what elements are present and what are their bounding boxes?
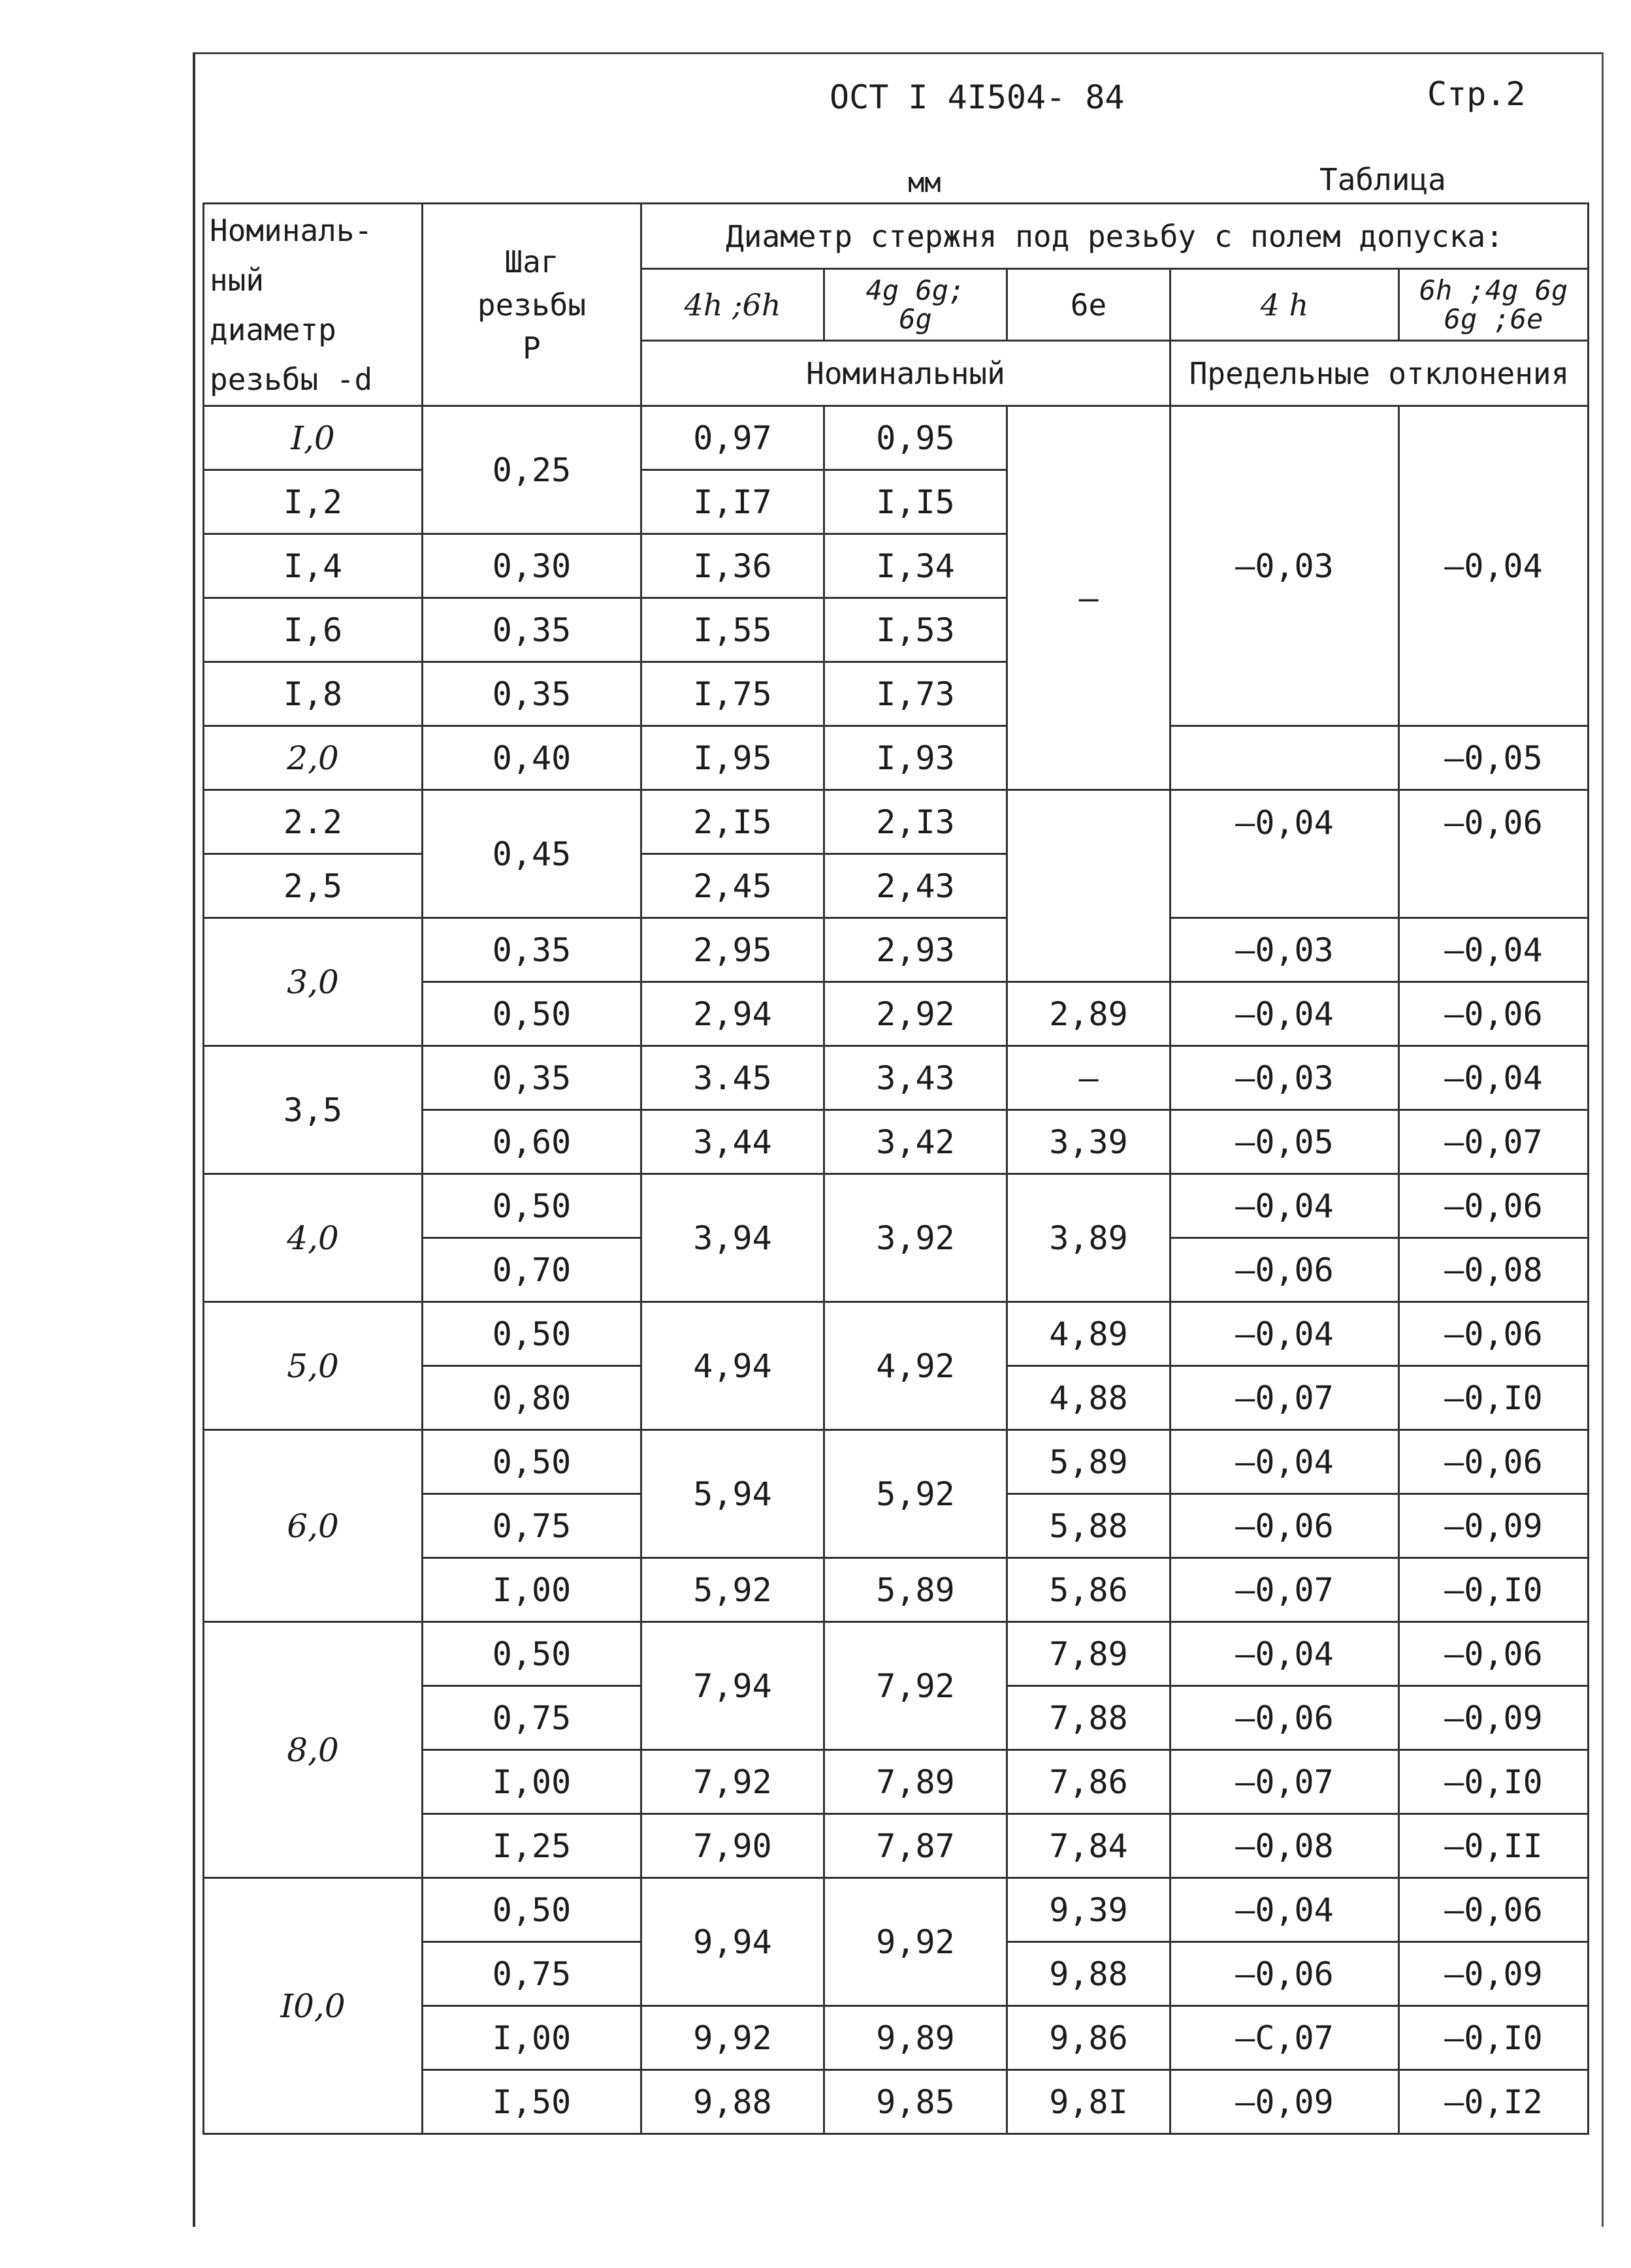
value-cell: I,75 bbox=[641, 662, 824, 726]
value-cell: 7,92 bbox=[824, 1622, 1007, 1750]
document-code: ОСТ I 4I504- 84 bbox=[830, 78, 1125, 116]
col-header-tol-6h-group: 6h ;4g 6g 6g ;6e bbox=[1399, 269, 1589, 341]
value-cell: 7,86 bbox=[1007, 1750, 1171, 1814]
value-cell: 5,86 bbox=[1007, 1558, 1171, 1622]
pitch-cell: I,00 bbox=[423, 2006, 641, 2070]
deviation-cell: –0,06 bbox=[1399, 1878, 1589, 1942]
value-cell: 4,88 bbox=[1007, 1366, 1171, 1430]
diameter-cell: 8,0 bbox=[204, 1622, 423, 1878]
deviation-cell: –0,03 bbox=[1171, 1046, 1399, 1110]
pitch-cell: 0,45 bbox=[423, 790, 641, 918]
value-cell: 9,89 bbox=[824, 2006, 1007, 2070]
deviation-cell: –0,05 bbox=[1399, 726, 1589, 790]
value-cell: I,36 bbox=[641, 534, 824, 598]
col-header-tol-6e: 6e bbox=[1007, 269, 1171, 341]
pitch-cell: 0,50 bbox=[423, 1878, 641, 1942]
value-cell: 3,94 bbox=[641, 1174, 824, 1302]
value-cell: I,I7 bbox=[641, 470, 824, 534]
deviation-cell: –0,06 bbox=[1399, 982, 1589, 1046]
pitch-cell: I,00 bbox=[423, 1750, 641, 1814]
value-cell: 2,94 bbox=[641, 982, 824, 1046]
table-label: Таблица bbox=[1319, 162, 1446, 197]
deviation-cell: –0,I0 bbox=[1399, 1750, 1589, 1814]
value-cell: 5,89 bbox=[1007, 1430, 1171, 1494]
pitch-cell: 0,75 bbox=[423, 1942, 641, 2006]
diameter-cell: 2.2 bbox=[204, 790, 423, 854]
value-cell: 7,94 bbox=[641, 1622, 824, 1750]
diameter-cell: I,2 bbox=[204, 470, 423, 534]
pitch-cell: 0,50 bbox=[423, 1302, 641, 1366]
pitch-cell: 0,25 bbox=[423, 406, 641, 534]
value-cell: 7,90 bbox=[641, 1814, 824, 1878]
value-cell: I,55 bbox=[641, 598, 824, 662]
deviation-cell: –0,03 bbox=[1171, 918, 1399, 982]
value-cell: 5,89 bbox=[824, 1558, 1007, 1622]
deviation-cell: –0,03 bbox=[1171, 406, 1399, 726]
pitch-cell: 0,50 bbox=[423, 1622, 641, 1686]
deviation-cell: –0,04 bbox=[1171, 1878, 1399, 1942]
value-cell: 3,44 bbox=[641, 1110, 824, 1174]
value-cell: 3,43 bbox=[824, 1046, 1007, 1110]
diameter-cell: 3,5 bbox=[204, 1046, 423, 1174]
value-cell: 7,92 bbox=[641, 1750, 824, 1814]
value-cell: 5,92 bbox=[824, 1430, 1007, 1558]
col-header-pitch: Шаг резьбы P bbox=[423, 204, 641, 406]
pitch-cell: 0,30 bbox=[423, 534, 641, 598]
deviation-cell: –0,06 bbox=[1171, 1942, 1399, 2006]
col-header-nominal: Номинальный bbox=[641, 341, 1171, 406]
diameter-cell: I,4 bbox=[204, 534, 423, 598]
value-cell: 9,88 bbox=[1007, 1942, 1171, 2006]
deviation-cell: –0,I0 bbox=[1399, 1558, 1589, 1622]
deviation-cell: –0,08 bbox=[1399, 1238, 1589, 1302]
value-cell: 9,39 bbox=[1007, 1878, 1171, 1942]
value-cell: 7,89 bbox=[824, 1750, 1007, 1814]
value-cell: 3.45 bbox=[641, 1046, 824, 1110]
value-cell: I,95 bbox=[641, 726, 824, 790]
col-header-limit-deviations: Предельные отклонения bbox=[1171, 341, 1589, 406]
value-cell: 3,42 bbox=[824, 1110, 1007, 1174]
pitch-cell: 0,70 bbox=[423, 1238, 641, 1302]
pitch-cell: I,00 bbox=[423, 1558, 641, 1622]
value-cell: 5,88 bbox=[1007, 1494, 1171, 1558]
value-cell: 2,I3 bbox=[824, 790, 1007, 854]
value-cell: 2,92 bbox=[824, 982, 1007, 1046]
value-cell: 0,97 bbox=[641, 406, 824, 470]
pitch-cell: 0,50 bbox=[423, 1430, 641, 1494]
diameter-cell: 2,0 bbox=[204, 726, 423, 790]
value-cell: – bbox=[1007, 1046, 1171, 1110]
pitch-cell: 0,60 bbox=[423, 1110, 641, 1174]
pitch-cell: 0,35 bbox=[423, 598, 641, 662]
deviation-cell: –0,09 bbox=[1171, 2070, 1399, 2134]
pitch-cell: I,50 bbox=[423, 2070, 641, 2134]
col-header-tol-4h: 4 h bbox=[1171, 269, 1399, 341]
deviation-cell: –C,07 bbox=[1171, 2006, 1399, 2070]
deviation-cell: –0,07 bbox=[1399, 1110, 1589, 1174]
value-cell: 9,86 bbox=[1007, 2006, 1171, 2070]
deviation-cell: –0,09 bbox=[1399, 1494, 1589, 1558]
deviation-cell: –0,06 bbox=[1171, 1238, 1399, 1302]
deviation-cell: –0,04 bbox=[1171, 1622, 1399, 1686]
deviation-cell: –0,07 bbox=[1171, 1750, 1399, 1814]
deviation-cell: –0,06 bbox=[1399, 1430, 1589, 1494]
value-cell: 9,85 bbox=[824, 2070, 1007, 2134]
value-cell-dash: – bbox=[1007, 406, 1171, 790]
value-cell: 9,8I bbox=[1007, 2070, 1171, 2134]
pitch-cell: 0,75 bbox=[423, 1686, 641, 1750]
deviation-cell: –0,06 bbox=[1399, 790, 1589, 918]
value-cell: 9,92 bbox=[641, 2006, 824, 2070]
deviation-cell: –0,06 bbox=[1399, 1622, 1589, 1686]
deviation-cell: –0,04 bbox=[1399, 406, 1589, 726]
diameter-cell: I0,0 bbox=[204, 1878, 423, 2134]
pitch-cell: 0,35 bbox=[423, 1046, 641, 1110]
value-cell: I,93 bbox=[824, 726, 1007, 790]
pitch-cell: 0,75 bbox=[423, 1494, 641, 1558]
value-cell: 5,94 bbox=[641, 1430, 824, 1558]
deviation-cell: –0,05 bbox=[1171, 1110, 1399, 1174]
diameter-cell: 5,0 bbox=[204, 1302, 423, 1430]
pitch-cell: 0,50 bbox=[423, 982, 641, 1046]
deviation-cell: –0,04 bbox=[1399, 918, 1589, 982]
value-cell: I,53 bbox=[824, 598, 1007, 662]
page-number: Стр.2 bbox=[1427, 75, 1526, 113]
value-cell-blank bbox=[1007, 790, 1171, 982]
value-cell: 7,84 bbox=[1007, 1814, 1171, 1878]
pitch-cell: 0,35 bbox=[423, 662, 641, 726]
value-cell: 2,95 bbox=[641, 918, 824, 982]
value-cell: 3,39 bbox=[1007, 1110, 1171, 1174]
col-header-nominal-diameter: Номиналь- ный диаметр резьбы -d bbox=[204, 204, 423, 406]
diameter-cell: 2,5 bbox=[204, 854, 423, 918]
thread-rod-diameter-table bbox=[202, 202, 1589, 2135]
deviation-cell: –0,07 bbox=[1171, 1366, 1399, 1430]
pitch-cell: 0,35 bbox=[423, 918, 641, 982]
deviation-cell: –0,I2 bbox=[1399, 2070, 1589, 2134]
deviation-cell: –0,07 bbox=[1171, 1558, 1399, 1622]
deviation-cell: –0,08 bbox=[1171, 1814, 1399, 1878]
deviation-cell: –0,06 bbox=[1399, 1302, 1589, 1366]
diameter-cell: I,0 bbox=[204, 406, 423, 470]
diameter-cell: I,8 bbox=[204, 662, 423, 726]
value-cell: 2,93 bbox=[824, 918, 1007, 982]
deviation-cell: –0,04 bbox=[1171, 982, 1399, 1046]
value-cell: I,I5 bbox=[824, 470, 1007, 534]
diameter-cell: 6,0 bbox=[204, 1430, 423, 1622]
value-cell: 4,92 bbox=[824, 1302, 1007, 1430]
deviation-cell: –0,09 bbox=[1399, 1686, 1589, 1750]
value-cell: I,34 bbox=[824, 534, 1007, 598]
deviation-cell: –0,II bbox=[1399, 1814, 1589, 1878]
pitch-cell: 0,80 bbox=[423, 1366, 641, 1430]
deviation-cell: –0,04 bbox=[1399, 1046, 1589, 1110]
value-cell: 9,94 bbox=[641, 1878, 824, 2006]
value-cell: 7,87 bbox=[824, 1814, 1007, 1878]
value-cell: 4,94 bbox=[641, 1302, 824, 1430]
diameter-cell: 3,0 bbox=[204, 918, 423, 1046]
col-header-tol-4g-6g: 4g 6g; 6g bbox=[824, 269, 1007, 341]
col-header-rod-diameter: Диаметр стержня под резьбу с полем допуска: bbox=[641, 204, 1589, 269]
value-cell: I,73 bbox=[824, 662, 1007, 726]
value-cell: 5,92 bbox=[641, 1558, 824, 1622]
value-cell: 2,89 bbox=[1007, 982, 1171, 1046]
value-cell: 9,88 bbox=[641, 2070, 824, 2134]
value-cell: 3,92 bbox=[824, 1174, 1007, 1302]
deviation-cell: –0,04 bbox=[1171, 1302, 1399, 1366]
pitch-cell: I,25 bbox=[423, 1814, 641, 1878]
deviation-cell: –0,I0 bbox=[1399, 1366, 1589, 1430]
value-cell: 7,88 bbox=[1007, 1686, 1171, 1750]
deviation-cell: –0,04 bbox=[1171, 790, 1399, 918]
value-cell: 7,89 bbox=[1007, 1622, 1171, 1686]
deviation-cell: –0,04 bbox=[1171, 1174, 1399, 1238]
value-cell: 0,95 bbox=[824, 406, 1007, 470]
pitch-cell: 0,50 bbox=[423, 1174, 641, 1238]
unit-label: мм bbox=[908, 167, 941, 199]
diameter-cell: I,6 bbox=[204, 598, 423, 662]
value-cell: 2,43 bbox=[824, 854, 1007, 918]
deviation-cell: –0,06 bbox=[1171, 1686, 1399, 1750]
diameter-cell: 4,0 bbox=[204, 1174, 423, 1302]
value-cell: 9,92 bbox=[824, 1878, 1007, 2006]
deviation-cell: –0,06 bbox=[1171, 1494, 1399, 1558]
deviation-cell: –0,09 bbox=[1399, 1942, 1589, 2006]
value-cell: 2,I5 bbox=[641, 790, 824, 854]
deviation-cell: –0,06 bbox=[1399, 1174, 1589, 1238]
col-header-tol-4h-6h: 4h ;6h bbox=[641, 269, 824, 341]
deviation-cell: –0,04 bbox=[1171, 1430, 1399, 1494]
value-cell: 4,89 bbox=[1007, 1302, 1171, 1366]
pitch-cell: 0,40 bbox=[423, 726, 641, 790]
deviation-cell: –0,I0 bbox=[1399, 2006, 1589, 2070]
deviation-cell-blank bbox=[1171, 726, 1399, 790]
value-cell: 3,89 bbox=[1007, 1174, 1171, 1302]
value-cell: 2,45 bbox=[641, 854, 824, 918]
